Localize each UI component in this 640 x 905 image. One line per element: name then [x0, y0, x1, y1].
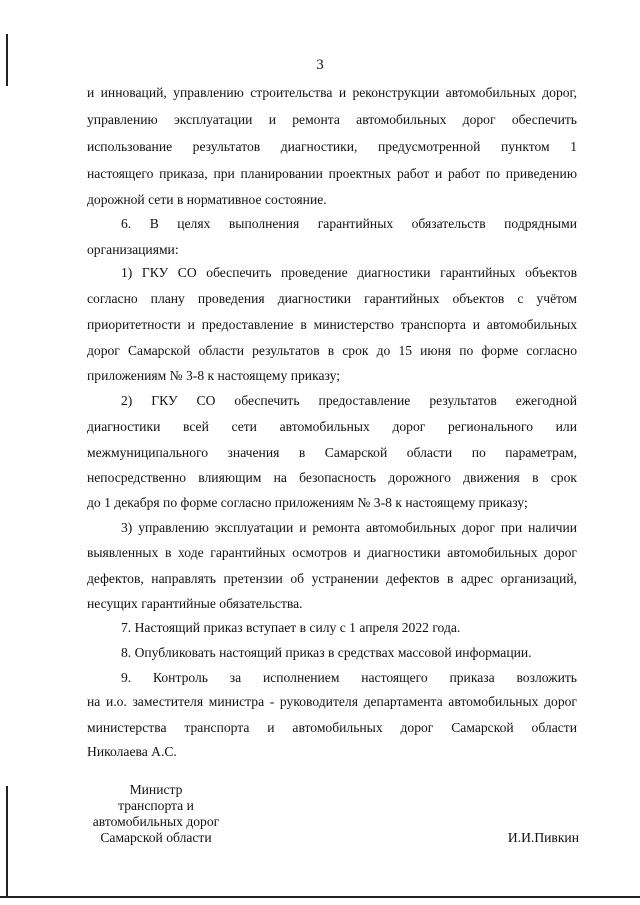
- signatory-title-line: Самарской области: [100, 830, 212, 845]
- text-line: приоритетности и предоставление в министерство транспорта и автомобильных: [87, 317, 577, 332]
- signatory-title-line: автомобильных дорог: [92, 814, 220, 829]
- text-line: 7. Настоящий приказ вступает в силу с 1 апреля 2022 года.: [121, 620, 461, 635]
- signatory-title: [86, 782, 226, 846]
- text-line: до 1 декабря по форме согласно приложениям № 3-8 к настоящему приказу;: [87, 495, 528, 510]
- scan-edge-bottom: [6, 786, 8, 896]
- text-line: 1) ГКУ СО обеспечить проведение диагностики гарантийных объектов: [121, 265, 577, 280]
- text-line: дефектов, направлять претензии об устранении дефектов в адрес организаций,: [87, 571, 577, 586]
- text-line: непосредственно влияющим на безопасность дорожного движения в срок: [87, 470, 577, 485]
- scan-bottom-rule: [0, 896, 640, 898]
- text-line: согласно плану проведения диагностики гарантийных объектов с учётом: [87, 291, 577, 306]
- text-line: выявленных в ходе гарантийных осмотров и диагностики автомобильных дорог: [87, 545, 577, 560]
- text-line: диагностики всей сети автомобильных дорог регионального или: [87, 419, 577, 434]
- text-line: 6. В целях выполнения гарантийных обязательств подрядными: [121, 216, 577, 231]
- text-line: настоящего приказа, при планировании проектных работ и работ по приведению: [87, 166, 577, 181]
- text-line: несущих гарантийные обязательства.: [87, 596, 303, 611]
- text-line: межмуниципального значения в Самарской области по параметрам,: [87, 445, 577, 460]
- text-line: 2) ГКУ СО обеспечить предоставление результатов ежегодной: [121, 393, 577, 408]
- text-line: министерства транспорта и автомобильных дорог Самарской области: [87, 720, 577, 735]
- text-line: дорожной сети в нормативное состояние.: [87, 192, 327, 207]
- text-line: на и.о. заместителя министра - руководителя департамента автомобильных дорог: [87, 694, 577, 709]
- page-number: 3: [316, 57, 324, 73]
- signatory-title-line: транспорта и: [118, 798, 194, 813]
- text-line: и инноваций, управлению строительства и реконструкции автомобильных дорог,: [87, 85, 577, 100]
- signatory-name: И.И.Пивкин: [507, 830, 579, 845]
- text-line: дорог Самарской области результатов в срок до 15 июня по форме согласно: [87, 343, 577, 358]
- text-line: организациями:: [87, 242, 179, 257]
- signatory-title-line: Министр: [129, 782, 183, 797]
- text-line: 3) управлению эксплуатации и ремонта автомобильных дорог при наличии: [121, 520, 577, 535]
- text-line: управлению эксплуатации и ремонта автомобильных дорог обеспечить: [87, 112, 577, 127]
- text-line: приложениям № 3-8 к настоящему приказу;: [87, 368, 340, 383]
- text-line: Николаева А.С.: [87, 744, 177, 759]
- text-line: 9. Контроль за исполнением настоящего приказа возложить: [121, 670, 577, 685]
- text-line: использование результатов диагностики, предусмотренной пунктом 1: [87, 139, 577, 154]
- text-line: 8. Опубликовать настоящий приказ в средствах массовой информации.: [121, 645, 532, 660]
